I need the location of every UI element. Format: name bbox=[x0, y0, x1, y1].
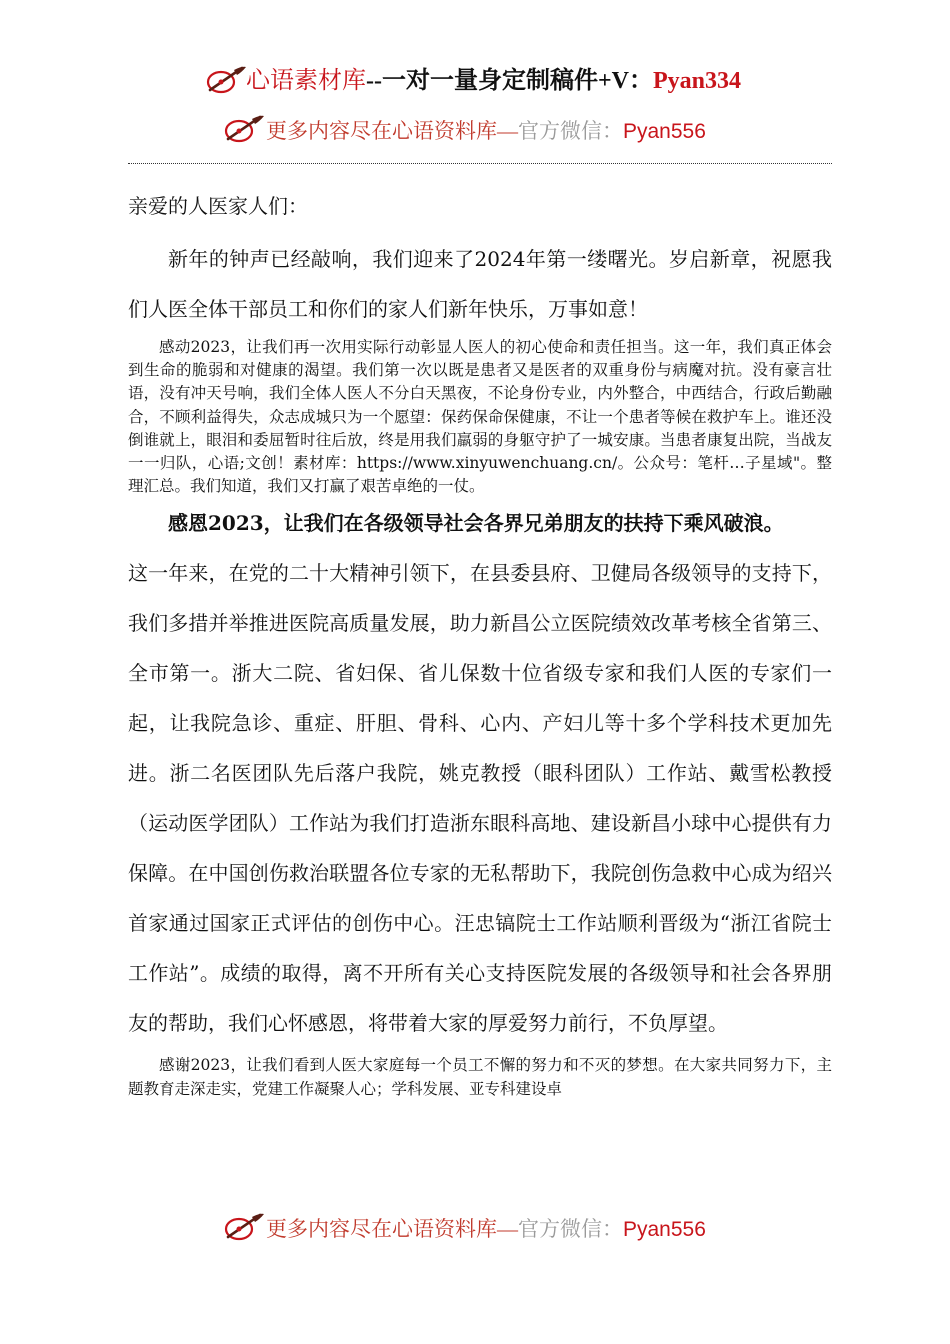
letter-body bbox=[128, 186, 832, 1102]
paragraph-moved-2023: 感动2023，让我们再一次用实际行动彰显人医人的初心使命和责任担当。这一年，我们真正体会到生命的脆弱和对健康的渴望。我们第一次以既是患者又是医者的双重身份与病魔对抗。没有豪言壮语，没有冲天号响，我们全体人医人不分白天黑夜，不论身份专业，内外整合，中西结合，行政后勤融合，不顾利益得失，众志成城只为一个愿望：保药保命保健康，不让一个患者等候在救护车上。谁还没倒谁就上，眼泪和委屈暂时往后放，终是用我们羸弱的身躯守护了一城安康。当患者康复出院，当战友一一归队，心语;文创！素材库：https://www.xinyuwenchuang.cn/。公众号：笔杆…子星域"。整理汇总。我们知道，我们又打赢了艰苦卓绝的一仗。 bbox=[128, 338, 832, 496]
header-divider bbox=[128, 163, 832, 164]
greeting: 亲爱的人医家人们： bbox=[128, 194, 308, 218]
paragraph-thanks-2023: 感谢2023，让我们看到人医大家庭每一个员工不懈的努力和不灭的梦想。在大家共同努力下，主题教育走深走实，党建工作凝聚人心；学科发展、亚专科建设卓 bbox=[128, 1056, 832, 1098]
subtitle-text: 更多内容尽在心语资料库 bbox=[266, 119, 497, 143]
subtitle-dash: — bbox=[497, 119, 518, 143]
quill-pen-logo-icon bbox=[204, 64, 248, 96]
contact-prefix: +V： bbox=[597, 68, 653, 94]
quill-pen-logo-icon bbox=[222, 113, 266, 145]
quill-pen-logo-icon bbox=[222, 1211, 266, 1243]
footer-banner bbox=[266, 1214, 706, 1244]
wechat-id: Pyan556 bbox=[623, 120, 706, 143]
paragraph-grateful-2023: 这一年来，在党的二十大精神引领下，在县委县府、卫健局各级领导的支持下，我们多措并举推进医院高质量发展，助力新昌公立医院绩效改革考核全省第三、全市第一。浙大二院、省妇保、省儿保数十位省级专家和我们人医的专家们一起，让我院急诊、重症、肝胆、骨科、心内、产妇儿等十多个学科技术更加先进。浙二名医团队先后落户我院，姚克教授（眼科团队）工作站、戴雪松教授（运动医学团队）工作站为我们打造浙东眼科高地、建设新昌小球中心提供有力保障。在中国创伤救治联盟各位专家的无私帮助下，我院创伤急救中心成为绍兴首家通过国家正式评估的创伤中心。汪忠镐院士工作站顺利晋级为“浙江省院士工作站”。成绩的取得，离不开所有关心支持医院发展的各级领导和社会各界朋友的帮助，我们心怀感恩，将带着大家的厚爱努力前行，不负厚望。 bbox=[128, 561, 832, 1036]
footer-wechat-id: Pyan556 bbox=[623, 1218, 706, 1241]
header-title bbox=[246, 64, 741, 98]
brand-separator: -- bbox=[366, 68, 382, 94]
contact-id: Pyan334 bbox=[653, 68, 742, 94]
paragraph-new-year: 新年的钟声已经敲响，我们迎来了2024年第一缕曙光。岁启新章，祝愿我们人医全体干部员工和你们的家人们新年快乐，万事如意！ bbox=[128, 247, 832, 321]
paragraph-grateful-heading: 感恩2023，让我们在各级领导社会各界兄弟朋友的扶持下乘风破浪。 bbox=[168, 511, 784, 536]
footer-wechat-label: 官方微信： bbox=[518, 1217, 623, 1241]
brand-name: 心语素材库 bbox=[246, 68, 366, 94]
footer-text: 更多内容尽在心语资料库 bbox=[266, 1217, 497, 1241]
brand-slogan: 一对一量身定制稿件 bbox=[381, 68, 598, 94]
footer-dash: — bbox=[497, 1217, 518, 1241]
header-subtitle bbox=[266, 116, 706, 146]
wechat-label: 官方微信： bbox=[518, 119, 623, 143]
